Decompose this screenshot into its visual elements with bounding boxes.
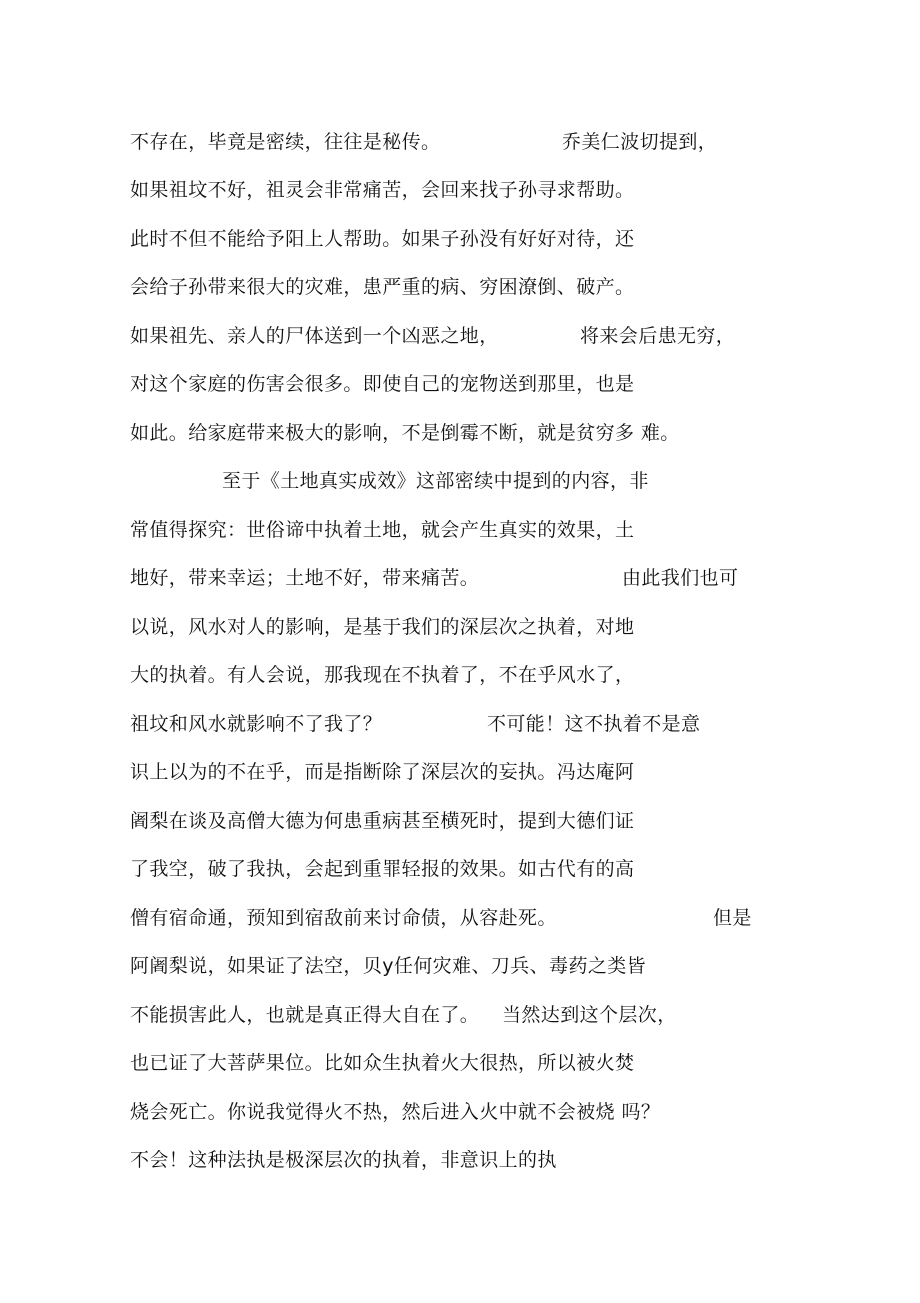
text-segment: 如果祖坟不好，祖灵会非常痛苦，会回来找子孙寻求帮助。 (130, 179, 635, 201)
text-line-4 (130, 272, 770, 302)
text-segment: 了我空，破了我执，会起到重罪轻报的效果。如古代有的高 (130, 858, 635, 880)
text-line-21 (130, 1097, 770, 1127)
text-line-9 (130, 515, 770, 545)
text-line-2 (130, 175, 770, 205)
text-line-1 (130, 127, 770, 157)
text-line-20 (130, 1048, 770, 1078)
text-line-19 (130, 1000, 770, 1030)
text-line-6 (130, 369, 770, 399)
text-line-10 (130, 563, 770, 593)
text-segment: 不会！这种法执是极深层次的执着，非意识上的执 (130, 1149, 557, 1171)
text-segment: 将来会后患无穷， (580, 325, 736, 347)
text-segment: 此时不但不能给予阳上人帮助。如果子孙没有好好对待，还 (130, 228, 635, 250)
text-line-13 (130, 709, 770, 739)
text-line-3 (130, 224, 770, 254)
text-segment: 祖坟和风水就影响不了我了？ (130, 713, 383, 735)
text-segment: 阇梨在谈及高僧大德为何患重病甚至横死时，提到大德们证 (130, 810, 635, 832)
text-line-16 (130, 854, 770, 884)
text-segment: 阿阇梨说，如果证了法空，贝y任何灾难、刀兵、毒药之类皆 (130, 955, 647, 977)
text-line-17 (130, 903, 770, 933)
text-segment: 不可能！这不执着不是意 (487, 713, 701, 735)
text-segment: 如果祖先、亲人的尸体送到一个凶恶之地， (130, 325, 499, 347)
text-segment: 不存在，毕竟是密续，往往是秘传。 (130, 131, 441, 153)
text-line-22 (130, 1145, 770, 1175)
text-line-7 (130, 418, 770, 448)
text-line-8 (222, 466, 782, 496)
text-segment: 乔美仁波切提到， (562, 131, 718, 153)
text-segment: 僧有宿命通，预知到宿敌前来讨命债，从容赴死。 (130, 907, 557, 929)
text-segment: 但是 (713, 907, 752, 929)
text-line-12 (130, 660, 770, 690)
text-segment: 由此我们也可 (622, 567, 739, 589)
text-segment: 识上以为的不在乎，而是指断除了深层次的妄执。冯达庵阿 (130, 761, 635, 783)
text-segment: 对这个家庭的伤害会很多。即使自己的宠物送到那里，也是 (130, 373, 635, 395)
text-line-18 (130, 951, 770, 981)
text-line-5 (130, 321, 770, 351)
text-segment: 也已证了大菩萨果位。比如众生执着火大很热，所以被火焚 (130, 1052, 635, 1074)
text-segment: 当然达到这个层次， (502, 1004, 677, 1026)
text-segment: 地好，带来幸运；土地不好，带来痛苦。 (130, 567, 480, 589)
text-segment: 至于《土地真实成效》这部密续中提到的内容，非 (222, 470, 649, 492)
text-segment: 大的执着。有人会说，那我现在不执着了，不在乎风水了， (130, 664, 635, 686)
text-segment: 不能损害此人，也就是真正得大自在了。 (130, 1004, 480, 1026)
text-segment: 如此。给家庭带来极大的影响，不是倒霉不断，就是贫穷多 难。 (130, 422, 680, 444)
text-segment: 以说，风水对人的影响，是基于我们的深层次之执着，对地 (130, 616, 635, 638)
text-line-14 (130, 757, 770, 787)
text-line-15 (130, 806, 770, 836)
text-segment: 烧会死亡。你说我觉得火不热，然后进入火中就不会被烧 吗？ (130, 1101, 661, 1123)
text-line-11 (130, 612, 770, 642)
text-segment: 常值得探究：世俗谛中执着土地，就会产生真实的效果，土 (130, 519, 635, 541)
text-segment: 会给子孙带来很大的灾难，患严重的病、穷困潦倒、破产。 (130, 276, 635, 298)
